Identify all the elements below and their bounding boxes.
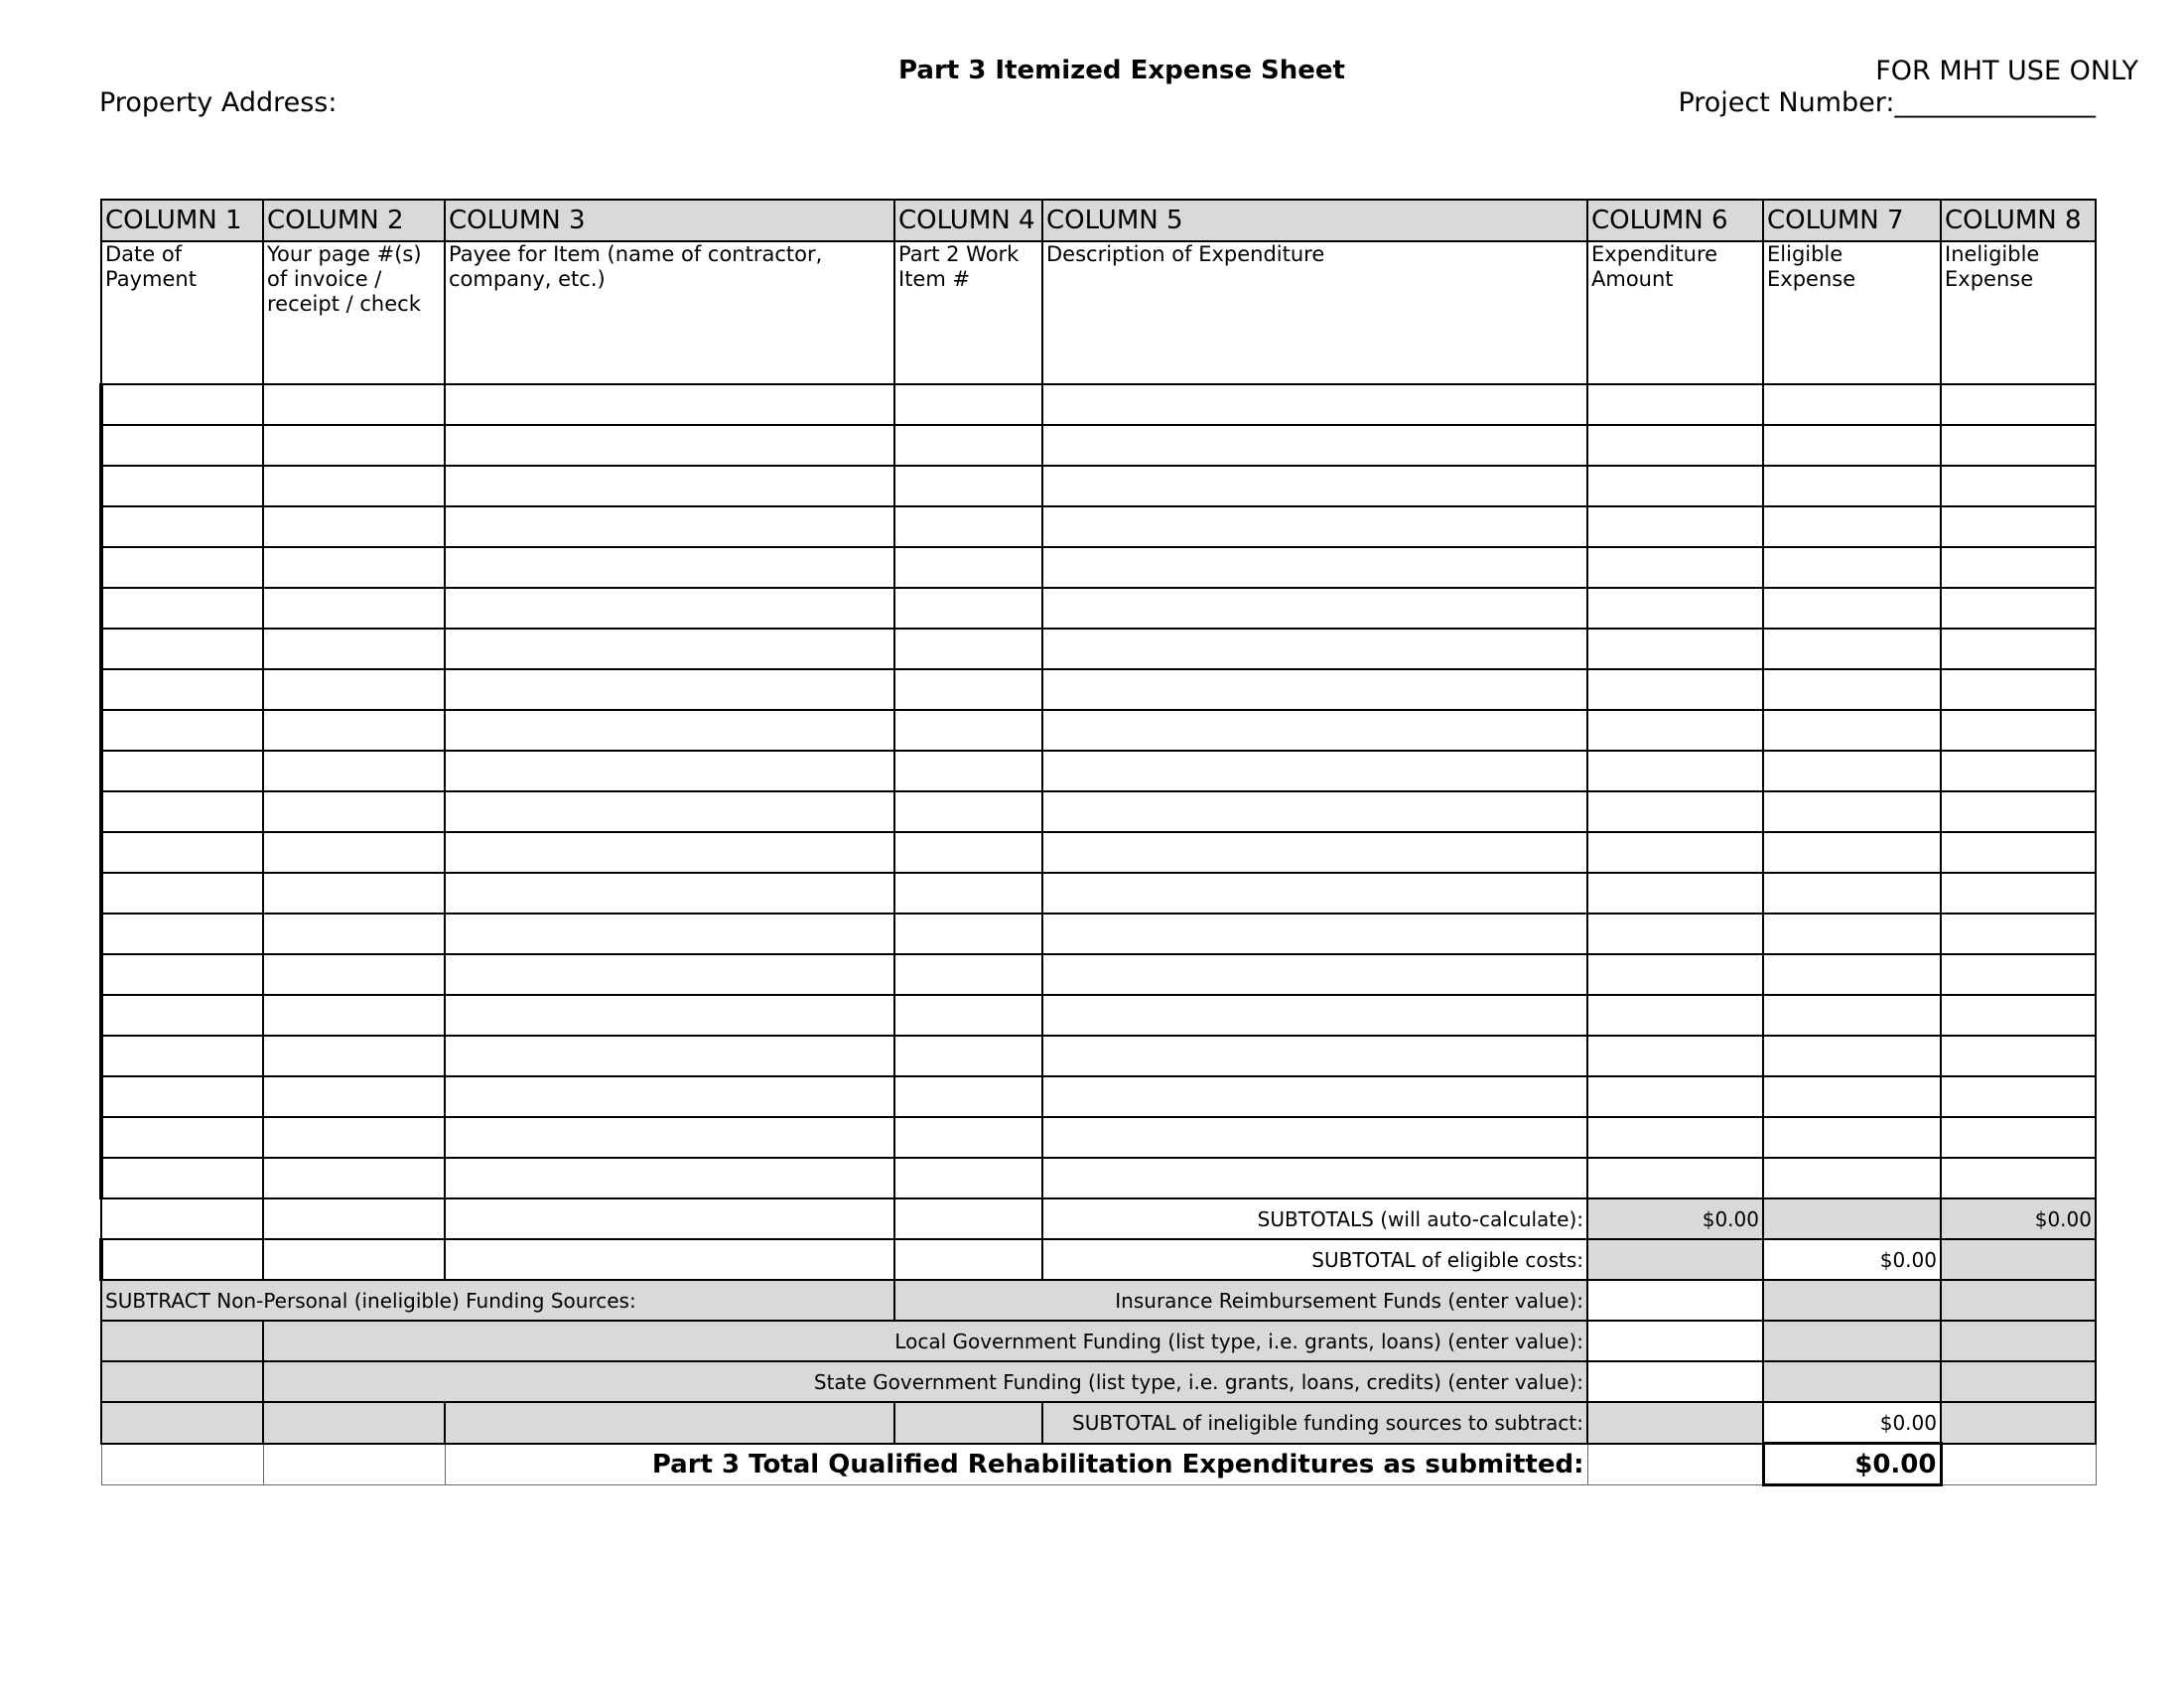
table-row (101, 669, 2096, 710)
entry-cell[interactable] (445, 791, 894, 832)
entry-cell[interactable] (1587, 914, 1763, 954)
subtotals-label: SUBTOTALS (will auto-calculate): (1042, 1198, 1587, 1239)
entry-cell[interactable] (263, 710, 445, 751)
table-row (101, 1158, 2096, 1198)
entry-cell[interactable] (101, 832, 263, 873)
entry-cell[interactable] (263, 466, 445, 506)
empty-cell (1763, 1321, 1941, 1361)
entry-cell[interactable] (101, 710, 263, 751)
entry-cell[interactable] (1763, 954, 1941, 995)
entry-cell[interactable] (1763, 506, 1941, 547)
entry-cell[interactable] (1587, 832, 1763, 873)
entry-cell[interactable] (1941, 588, 2096, 629)
entry-cell[interactable] (1587, 873, 1763, 914)
column-5-header: COLUMN 5 (1042, 200, 1587, 241)
entry-cell[interactable] (101, 1036, 263, 1076)
column-2-header: COLUMN 2 (263, 200, 445, 241)
entry-cell[interactable] (1941, 547, 2096, 588)
page-title: Part 3 Itemized Expense Sheet (898, 56, 1345, 85)
table-row (101, 1076, 2096, 1117)
entry-cell[interactable] (894, 506, 1042, 547)
entry-cell[interactable] (894, 995, 1042, 1036)
total-label: Part 3 Total Qualified Rehabilitation Expenditures as submitted: (445, 1444, 1587, 1485)
entry-cell[interactable] (445, 873, 894, 914)
eligible-subtotal-label: SUBTOTAL of eligible costs: (1042, 1239, 1587, 1280)
entry-cell[interactable] (1941, 751, 2096, 791)
entry-cell[interactable] (894, 547, 1042, 588)
entry-cell[interactable] (1763, 1158, 1941, 1198)
entry-cell[interactable] (1941, 1036, 2096, 1076)
entry-cell[interactable] (101, 1158, 263, 1198)
empty-cell (101, 1361, 263, 1402)
entry-cell[interactable] (894, 1198, 1042, 1239)
entry-cell[interactable] (1042, 1036, 1587, 1076)
empty-cell (1763, 1198, 1941, 1239)
entry-cell[interactable] (445, 954, 894, 995)
entry-cell[interactable] (445, 629, 894, 669)
empty-cell (1941, 1402, 2096, 1444)
entry-cell[interactable] (1587, 506, 1763, 547)
entry-cell[interactable] (1587, 954, 1763, 995)
entry-cell[interactable] (445, 669, 894, 710)
entry-cell[interactable] (101, 588, 263, 629)
table-row (101, 547, 2096, 588)
entry-cell[interactable] (1763, 629, 1941, 669)
entry-cell[interactable] (894, 1036, 1042, 1076)
entry-cell[interactable] (1587, 547, 1763, 588)
column-6-description: Expenditure Amount (1587, 241, 1763, 384)
entry-cell[interactable] (1587, 425, 1763, 466)
entry-cell[interactable] (1763, 547, 1941, 588)
empty-cell (445, 1402, 894, 1444)
empty-cell (101, 1321, 263, 1361)
entry-cell[interactable] (1763, 710, 1941, 751)
entry-cell[interactable] (1763, 791, 1941, 832)
entry-cell[interactable] (1763, 1076, 1941, 1117)
entry-cell[interactable] (1763, 588, 1941, 629)
table-row (101, 832, 2096, 873)
table-row (101, 914, 2096, 954)
entry-cell[interactable] (894, 1239, 1042, 1280)
entry-cell[interactable] (1042, 1117, 1587, 1158)
entry-cell[interactable] (445, 832, 894, 873)
entry-cell[interactable] (1763, 751, 1941, 791)
entry-cell[interactable] (1587, 791, 1763, 832)
entry-cell[interactable] (101, 873, 263, 914)
entry-cell[interactable] (263, 669, 445, 710)
entry-cell[interactable] (101, 466, 263, 506)
entry-cell[interactable] (1042, 995, 1587, 1036)
entry-cell[interactable] (1763, 832, 1941, 873)
column-7-header: COLUMN 7 (1763, 200, 1941, 241)
entry-cell[interactable] (1763, 466, 1941, 506)
column-4-header: COLUMN 4 (894, 200, 1042, 241)
entry-cell[interactable] (263, 588, 445, 629)
entry-cell[interactable] (101, 751, 263, 791)
entry-cell[interactable] (445, 914, 894, 954)
entry-cell[interactable] (1941, 995, 2096, 1036)
entry-cell[interactable] (445, 1117, 894, 1158)
entry-cell[interactable] (263, 954, 445, 995)
column-1-header: COLUMN 1 (101, 200, 263, 241)
entry-cell[interactable] (1587, 1158, 1763, 1198)
column-6-header: COLUMN 6 (1587, 200, 1763, 241)
entry-cell[interactable] (894, 669, 1042, 710)
ineligible-subtotal-value: $0.00 (1763, 1402, 1941, 1444)
entry-cell[interactable] (894, 466, 1042, 506)
entry-cell[interactable] (1941, 710, 2096, 751)
empty-cell (263, 1402, 445, 1444)
entry-cell[interactable] (263, 547, 445, 588)
entry-cell[interactable] (1941, 1076, 2096, 1117)
table-row (101, 466, 2096, 506)
entry-cell[interactable] (101, 1198, 263, 1239)
entry-cell[interactable] (1587, 466, 1763, 506)
empty-cell (1587, 1444, 1763, 1485)
entry-cell[interactable] (1042, 588, 1587, 629)
entry-cell[interactable] (445, 547, 894, 588)
entry-cell[interactable] (1763, 669, 1941, 710)
column-8-header: COLUMN 8 (1941, 200, 2096, 241)
entry-cell[interactable] (1941, 1117, 2096, 1158)
entry-cell[interactable] (1941, 914, 2096, 954)
entry-cell[interactable] (1587, 751, 1763, 791)
state-funding-row (101, 1361, 2096, 1402)
column-2-description: Your page #(s) of invoice / receipt / check (263, 241, 445, 384)
entry-cell[interactable] (894, 629, 1042, 669)
eligible-subtotal-value: $0.00 (1763, 1239, 1941, 1280)
empty-cell (1587, 1402, 1763, 1444)
entry-cell[interactable] (263, 1158, 445, 1198)
entry-cell[interactable] (894, 710, 1042, 751)
entry-cell[interactable] (263, 384, 445, 425)
total-value: $0.00 (1763, 1444, 1941, 1485)
project-number-field[interactable]: Project Number:_______________ (1678, 87, 2096, 118)
mht-use-only-label: FOR MHT USE ONLY (1875, 56, 2138, 86)
local-funding-input[interactable] (1587, 1321, 1763, 1361)
empty-cell (894, 1402, 1042, 1444)
entry-cell[interactable] (1941, 506, 2096, 547)
entry-cell[interactable] (1587, 588, 1763, 629)
entry-cell[interactable] (1587, 995, 1763, 1036)
entry-cell[interactable] (1763, 873, 1941, 914)
entry-cell[interactable] (1763, 1117, 1941, 1158)
entry-cell[interactable] (263, 506, 445, 547)
entry-cell[interactable] (1941, 669, 2096, 710)
entry-cell[interactable] (1941, 832, 2096, 873)
entry-cell[interactable] (1042, 751, 1587, 791)
entry-cell[interactable] (263, 629, 445, 669)
entry-cell[interactable] (1587, 1117, 1763, 1158)
entry-cell[interactable] (101, 425, 263, 466)
entry-cell[interactable] (1763, 384, 1941, 425)
ineligible-subtotal-row (101, 1402, 2096, 1444)
entry-cell[interactable] (1941, 425, 2096, 466)
table-row (101, 751, 2096, 791)
expense-table (99, 199, 2097, 1486)
entry-cell[interactable] (1763, 425, 1941, 466)
entry-cell[interactable] (894, 1117, 1042, 1158)
column-3-description: Payee for Item (name of contractor, company, etc.) (445, 241, 894, 384)
entry-cell[interactable] (263, 832, 445, 873)
state-funding-input[interactable] (1587, 1361, 1763, 1402)
entry-cell[interactable] (1587, 669, 1763, 710)
entry-cell[interactable] (1587, 710, 1763, 751)
column-3-header: COLUMN 3 (445, 200, 894, 241)
entry-cell[interactable] (1941, 1158, 2096, 1198)
entry-cell[interactable] (894, 914, 1042, 954)
entry-cell[interactable] (1587, 384, 1763, 425)
entry-cell[interactable] (1042, 710, 1587, 751)
insurance-funding-row (101, 1280, 2096, 1321)
entry-cell[interactable] (1042, 629, 1587, 669)
empty-cell (1941, 1280, 2096, 1321)
empty-cell (1941, 1321, 2096, 1361)
entry-cell[interactable] (1042, 425, 1587, 466)
entry-cell[interactable] (445, 425, 894, 466)
entry-cell[interactable] (101, 1117, 263, 1158)
table-row (101, 873, 2096, 914)
empty-cell (263, 1444, 445, 1485)
entry-cell[interactable] (263, 1117, 445, 1158)
column-7-description: Eligible Expense (1763, 241, 1941, 384)
entry-cell[interactable] (894, 751, 1042, 791)
entry-cell[interactable] (101, 629, 263, 669)
entry-cell[interactable] (263, 1076, 445, 1117)
local-funding-row (101, 1321, 2096, 1361)
empty-cell (101, 1444, 263, 1485)
entry-cell[interactable] (263, 751, 445, 791)
entry-cell[interactable] (263, 425, 445, 466)
entry-cell[interactable] (1587, 629, 1763, 669)
entry-cell[interactable] (894, 873, 1042, 914)
entry-cell[interactable] (445, 1036, 894, 1076)
entry-cell[interactable] (1042, 506, 1587, 547)
entry-cell[interactable] (1941, 384, 2096, 425)
entry-cell[interactable] (1042, 791, 1587, 832)
local-funding-label: Local Government Funding (list type, i.e. grants, loans) (enter value): (263, 1321, 1587, 1361)
table-row (101, 629, 2096, 669)
subtract-funding-label: SUBTRACT Non-Personal (ineligible) Funding Sources: (101, 1280, 894, 1321)
total-row (101, 1444, 2096, 1485)
entry-cell[interactable] (1763, 914, 1941, 954)
column-1-description: Date of Payment (101, 241, 263, 384)
entry-cell[interactable] (101, 547, 263, 588)
entry-cell[interactable] (1042, 669, 1587, 710)
column-8-description: Ineligible Expense (1941, 241, 2096, 384)
empty-cell (1941, 1239, 2096, 1280)
entry-cell[interactable] (263, 1036, 445, 1076)
entry-cell[interactable] (1587, 1076, 1763, 1117)
entry-cell[interactable] (263, 1198, 445, 1239)
table-row (101, 1036, 2096, 1076)
insurance-funding-input[interactable] (1587, 1280, 1763, 1321)
column-description-row (101, 241, 2096, 384)
entry-cell[interactable] (101, 506, 263, 547)
entry-cell[interactable] (101, 1239, 263, 1280)
entry-cell[interactable] (445, 588, 894, 629)
entry-cell[interactable] (101, 995, 263, 1036)
subtotal-expenditure-value: $0.00 (1587, 1198, 1763, 1239)
state-funding-label: State Government Funding (list type, i.e. grants, loans, credits) (enter value): (263, 1361, 1587, 1402)
empty-cell (1941, 1444, 2096, 1485)
entry-cell[interactable] (445, 1198, 894, 1239)
entry-cell[interactable] (445, 1239, 894, 1280)
empty-cell (1941, 1361, 2096, 1402)
entry-cell[interactable] (1042, 547, 1587, 588)
entry-cell[interactable] (445, 1076, 894, 1117)
table-row (101, 995, 2096, 1036)
entry-cell[interactable] (894, 832, 1042, 873)
entry-cell[interactable] (1042, 466, 1587, 506)
entry-cell[interactable] (101, 384, 263, 425)
entry-cell[interactable] (445, 995, 894, 1036)
entry-cell[interactable] (101, 1076, 263, 1117)
table-row (101, 425, 2096, 466)
eligible-subtotal-row (101, 1239, 2096, 1280)
entry-cell[interactable] (1941, 629, 2096, 669)
entry-cell[interactable] (1042, 873, 1587, 914)
empty-cell (1763, 1280, 1941, 1321)
table-row (101, 588, 2096, 629)
entry-cell[interactable] (894, 1076, 1042, 1117)
entry-cell[interactable] (101, 954, 263, 995)
entry-cell[interactable] (445, 466, 894, 506)
entry-cell[interactable] (894, 588, 1042, 629)
entry-cell[interactable] (263, 1239, 445, 1280)
entry-cell[interactable] (445, 506, 894, 547)
ineligible-subtotal-label: SUBTOTAL of ineligible funding sources to subtract: (1042, 1402, 1587, 1444)
entry-cell[interactable] (1042, 832, 1587, 873)
entry-cell[interactable] (445, 384, 894, 425)
entry-cell[interactable] (1941, 954, 2096, 995)
entry-cell[interactable] (1042, 914, 1587, 954)
entry-cell[interactable] (101, 791, 263, 832)
entry-cell[interactable] (445, 751, 894, 791)
entry-cell[interactable] (263, 873, 445, 914)
entry-cell[interactable] (1042, 954, 1587, 995)
table-row (101, 506, 2096, 547)
entry-cell[interactable] (263, 995, 445, 1036)
entry-cell[interactable] (263, 914, 445, 954)
column-4-description: Part 2 Work Item # (894, 241, 1042, 384)
entry-cell[interactable] (1042, 1158, 1587, 1198)
entry-cell[interactable] (1941, 466, 2096, 506)
entry-cell[interactable] (1042, 384, 1587, 425)
entry-cell[interactable] (445, 710, 894, 751)
table-row (101, 384, 2096, 425)
entry-cell[interactable] (1941, 873, 2096, 914)
entry-cell[interactable] (1042, 1076, 1587, 1117)
entry-cell[interactable] (1763, 1036, 1941, 1076)
entry-cell[interactable] (894, 954, 1042, 995)
insurance-funding-label: Insurance Reimbursement Funds (enter value): (894, 1280, 1587, 1321)
entry-cell[interactable] (894, 384, 1042, 425)
entry-cell[interactable] (894, 791, 1042, 832)
table-row (101, 791, 2096, 832)
column-5-description: Description of Expenditure (1042, 241, 1587, 384)
property-address-label: Property Address: (99, 87, 338, 118)
entry-cell[interactable] (894, 425, 1042, 466)
entry-cell[interactable] (101, 914, 263, 954)
entry-cell[interactable] (263, 791, 445, 832)
entry-cell[interactable] (1941, 791, 2096, 832)
empty-cell (1763, 1361, 1941, 1402)
entry-cell[interactable] (894, 1158, 1042, 1198)
entry-cell[interactable] (1587, 1036, 1763, 1076)
entry-cell[interactable] (1763, 995, 1941, 1036)
entry-cell[interactable] (445, 1158, 894, 1198)
entry-cell[interactable] (101, 669, 263, 710)
empty-cell (101, 1402, 263, 1444)
table-row (101, 1117, 2096, 1158)
subtotal-ineligible-value: $0.00 (1941, 1198, 2096, 1239)
column-header-row (101, 200, 2096, 241)
empty-cell (1587, 1239, 1763, 1280)
table-row (101, 954, 2096, 995)
table-row (101, 710, 2096, 751)
subtotals-row (101, 1198, 2096, 1239)
